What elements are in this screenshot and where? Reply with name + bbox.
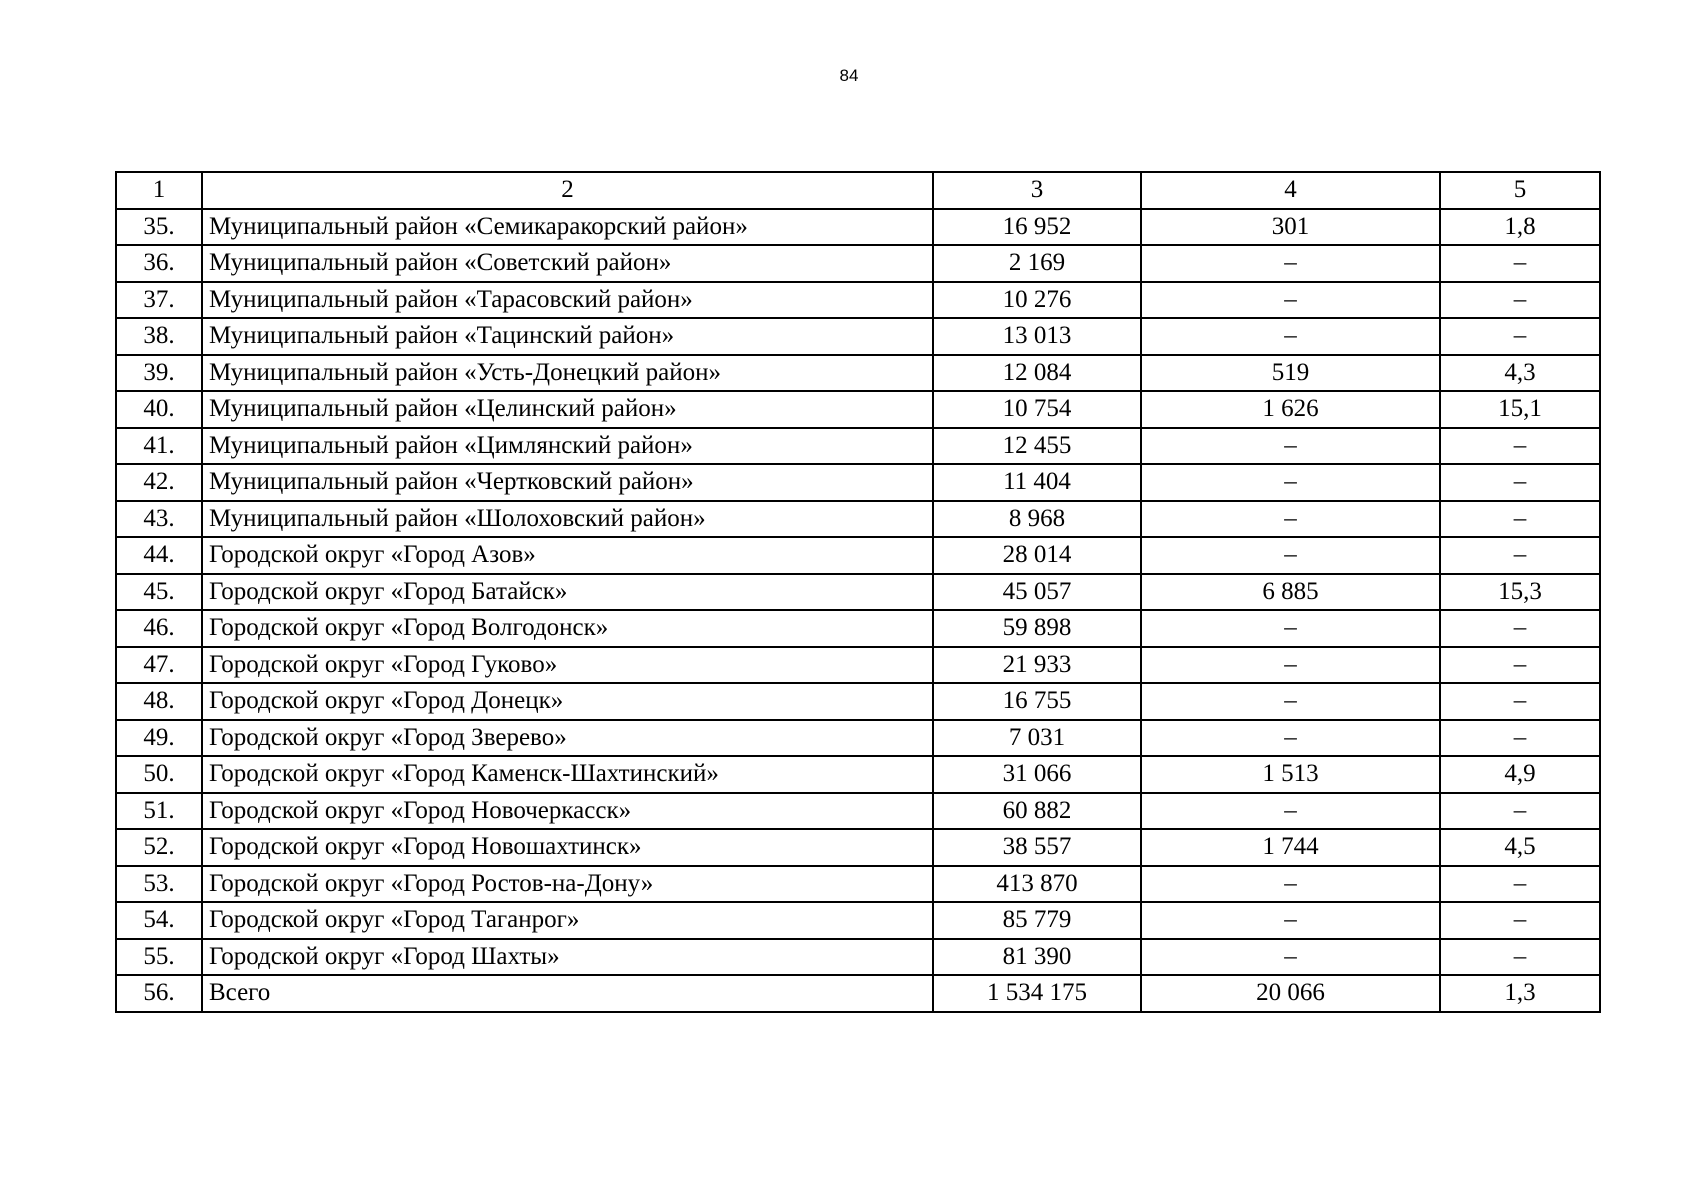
row-name-cell: Городской округ «Город Волгодонск»	[202, 610, 933, 647]
row-col5-cell: –	[1440, 537, 1600, 574]
row-col4-cell: –	[1141, 793, 1440, 830]
row-col3-cell: 12 455	[933, 428, 1141, 465]
row-col3-cell: 16 952	[933, 209, 1141, 246]
row-number-cell: 56.	[116, 975, 202, 1012]
row-col5-cell: –	[1440, 902, 1600, 939]
row-col5-cell: –	[1440, 939, 1600, 976]
row-col5-cell: –	[1440, 428, 1600, 465]
data-table	[115, 171, 1601, 1013]
header-cell-3: 3	[933, 172, 1141, 209]
row-col5-cell: –	[1440, 647, 1600, 684]
row-col5-cell: –	[1440, 720, 1600, 757]
row-col4-cell: –	[1141, 610, 1440, 647]
row-name-cell: Городской округ «Город Зверево»	[202, 720, 933, 757]
table-header-row	[116, 172, 1600, 209]
row-col3-cell: 59 898	[933, 610, 1141, 647]
row-col5-cell: –	[1440, 501, 1600, 538]
table-row	[116, 245, 1600, 282]
row-col3-cell: 413 870	[933, 866, 1141, 903]
row-col4-cell: 301	[1141, 209, 1440, 246]
row-col3-cell: 28 014	[933, 537, 1141, 574]
row-name-cell: Всего	[202, 975, 933, 1012]
row-col3-cell: 45 057	[933, 574, 1141, 611]
row-col4-cell: 1 626	[1141, 391, 1440, 428]
row-number-cell: 46.	[116, 610, 202, 647]
row-col5-cell: –	[1440, 245, 1600, 282]
row-name-cell: Муниципальный район «Чертковский район»	[202, 464, 933, 501]
row-col4-cell: –	[1141, 282, 1440, 319]
row-name-cell: Муниципальный район «Семикаракорский район»	[202, 209, 933, 246]
row-number-cell: 38.	[116, 318, 202, 355]
row-col4-cell: –	[1141, 318, 1440, 355]
row-number-cell: 36.	[116, 245, 202, 282]
row-col5-cell: –	[1440, 318, 1600, 355]
row-col5-cell: –	[1440, 464, 1600, 501]
row-col4-cell: –	[1141, 464, 1440, 501]
row-col5-cell: 1,8	[1440, 209, 1600, 246]
row-name-cell: Городской округ «Город Новочеркасск»	[202, 793, 933, 830]
row-col4-cell: –	[1141, 428, 1440, 465]
row-col5-cell: –	[1440, 793, 1600, 830]
row-name-cell: Городской округ «Город Новошахтинск»	[202, 829, 933, 866]
row-name-cell: Городской округ «Город Азов»	[202, 537, 933, 574]
table-row	[116, 428, 1600, 465]
row-name-cell: Муниципальный район «Тацинский район»	[202, 318, 933, 355]
row-name-cell: Городской округ «Город Гуково»	[202, 647, 933, 684]
row-col5-cell: 4,9	[1440, 756, 1600, 793]
table-row	[116, 610, 1600, 647]
row-col5-cell: 4,3	[1440, 355, 1600, 392]
row-number-cell: 40.	[116, 391, 202, 428]
row-col3-cell: 81 390	[933, 939, 1141, 976]
row-name-cell: Муниципальный район «Советский район»	[202, 245, 933, 282]
row-name-cell: Муниципальный район «Усть-Донецкий район»	[202, 355, 933, 392]
row-name-cell: Городской округ «Город Шахты»	[202, 939, 933, 976]
row-number-cell: 45.	[116, 574, 202, 611]
row-col5-cell: –	[1440, 282, 1600, 319]
header-cell-1: 1	[116, 172, 202, 209]
row-col3-cell: 10 754	[933, 391, 1141, 428]
row-number-cell: 52.	[116, 829, 202, 866]
row-col3-cell: 16 755	[933, 683, 1141, 720]
row-number-cell: 48.	[116, 683, 202, 720]
row-col4-cell: –	[1141, 902, 1440, 939]
row-name-cell: Городской округ «Город Донецк»	[202, 683, 933, 720]
table-row	[116, 793, 1600, 830]
row-number-cell: 35.	[116, 209, 202, 246]
row-col4-cell: 6 885	[1141, 574, 1440, 611]
table-row	[116, 209, 1600, 246]
row-col4-cell: –	[1141, 647, 1440, 684]
row-number-cell: 47.	[116, 647, 202, 684]
row-col4-cell: –	[1141, 683, 1440, 720]
table-row	[116, 318, 1600, 355]
row-col5-cell: –	[1440, 683, 1600, 720]
row-col4-cell: 1 744	[1141, 829, 1440, 866]
row-col3-cell: 2 169	[933, 245, 1141, 282]
row-col3-cell: 31 066	[933, 756, 1141, 793]
table-row	[116, 866, 1600, 903]
row-col3-cell: 60 882	[933, 793, 1141, 830]
row-number-cell: 43.	[116, 501, 202, 538]
table-row	[116, 391, 1600, 428]
table-row	[116, 902, 1600, 939]
table-row	[116, 282, 1600, 319]
row-name-cell: Муниципальный район «Целинский район»	[202, 391, 933, 428]
row-name-cell: Муниципальный район «Цимлянский район»	[202, 428, 933, 465]
row-name-cell: Городской округ «Город Таганрог»	[202, 902, 933, 939]
row-col3-cell: 38 557	[933, 829, 1141, 866]
row-col4-cell: 519	[1141, 355, 1440, 392]
row-col5-cell: 15,1	[1440, 391, 1600, 428]
table-row	[116, 720, 1600, 757]
table-row	[116, 464, 1600, 501]
row-col4-cell: –	[1141, 537, 1440, 574]
row-col4-cell: –	[1141, 939, 1440, 976]
row-col3-cell: 1 534 175	[933, 975, 1141, 1012]
row-col5-cell: 15,3	[1440, 574, 1600, 611]
table-row	[116, 939, 1600, 976]
row-col3-cell: 7 031	[933, 720, 1141, 757]
row-number-cell: 50.	[116, 756, 202, 793]
row-col3-cell: 13 013	[933, 318, 1141, 355]
row-col4-cell: –	[1141, 720, 1440, 757]
row-name-cell: Муниципальный район «Тарасовский район»	[202, 282, 933, 319]
table-row	[116, 683, 1600, 720]
row-name-cell: Муниципальный район «Шолоховский район»	[202, 501, 933, 538]
table-row	[116, 975, 1600, 1012]
table-row	[116, 574, 1600, 611]
row-col5-cell: 1,3	[1440, 975, 1600, 1012]
row-name-cell: Городской округ «Город Батайск»	[202, 574, 933, 611]
row-name-cell: Городской округ «Город Ростов-на-Дону»	[202, 866, 933, 903]
row-number-cell: 54.	[116, 902, 202, 939]
row-col3-cell: 21 933	[933, 647, 1141, 684]
row-col4-cell: –	[1141, 245, 1440, 282]
row-col3-cell: 11 404	[933, 464, 1141, 501]
row-name-cell: Городской округ «Город Каменск-Шахтинский»	[202, 756, 933, 793]
row-col3-cell: 10 276	[933, 282, 1141, 319]
row-number-cell: 49.	[116, 720, 202, 757]
row-number-cell: 41.	[116, 428, 202, 465]
page-number: 84	[839, 66, 859, 85]
row-col5-cell: –	[1440, 610, 1600, 647]
table-row	[116, 647, 1600, 684]
row-col4-cell: 1 513	[1141, 756, 1440, 793]
header-cell-4: 4	[1141, 172, 1440, 209]
table-row	[116, 501, 1600, 538]
row-col5-cell: –	[1440, 866, 1600, 903]
row-number-cell: 53.	[116, 866, 202, 903]
row-number-cell: 37.	[116, 282, 202, 319]
table-row	[116, 537, 1600, 574]
row-col3-cell: 12 084	[933, 355, 1141, 392]
header-cell-2: 2	[202, 172, 933, 209]
table-row	[116, 355, 1600, 392]
row-col4-cell: –	[1141, 501, 1440, 538]
row-number-cell: 39.	[116, 355, 202, 392]
row-col3-cell: 85 779	[933, 902, 1141, 939]
row-number-cell: 51.	[116, 793, 202, 830]
header-cell-5: 5	[1440, 172, 1600, 209]
row-col4-cell: 20 066	[1141, 975, 1440, 1012]
row-number-cell: 55.	[116, 939, 202, 976]
table-row	[116, 756, 1600, 793]
row-col5-cell: 4,5	[1440, 829, 1600, 866]
table-row	[116, 829, 1600, 866]
row-number-cell: 44.	[116, 537, 202, 574]
row-number-cell: 42.	[116, 464, 202, 501]
row-col3-cell: 8 968	[933, 501, 1141, 538]
row-col4-cell: –	[1141, 866, 1440, 903]
